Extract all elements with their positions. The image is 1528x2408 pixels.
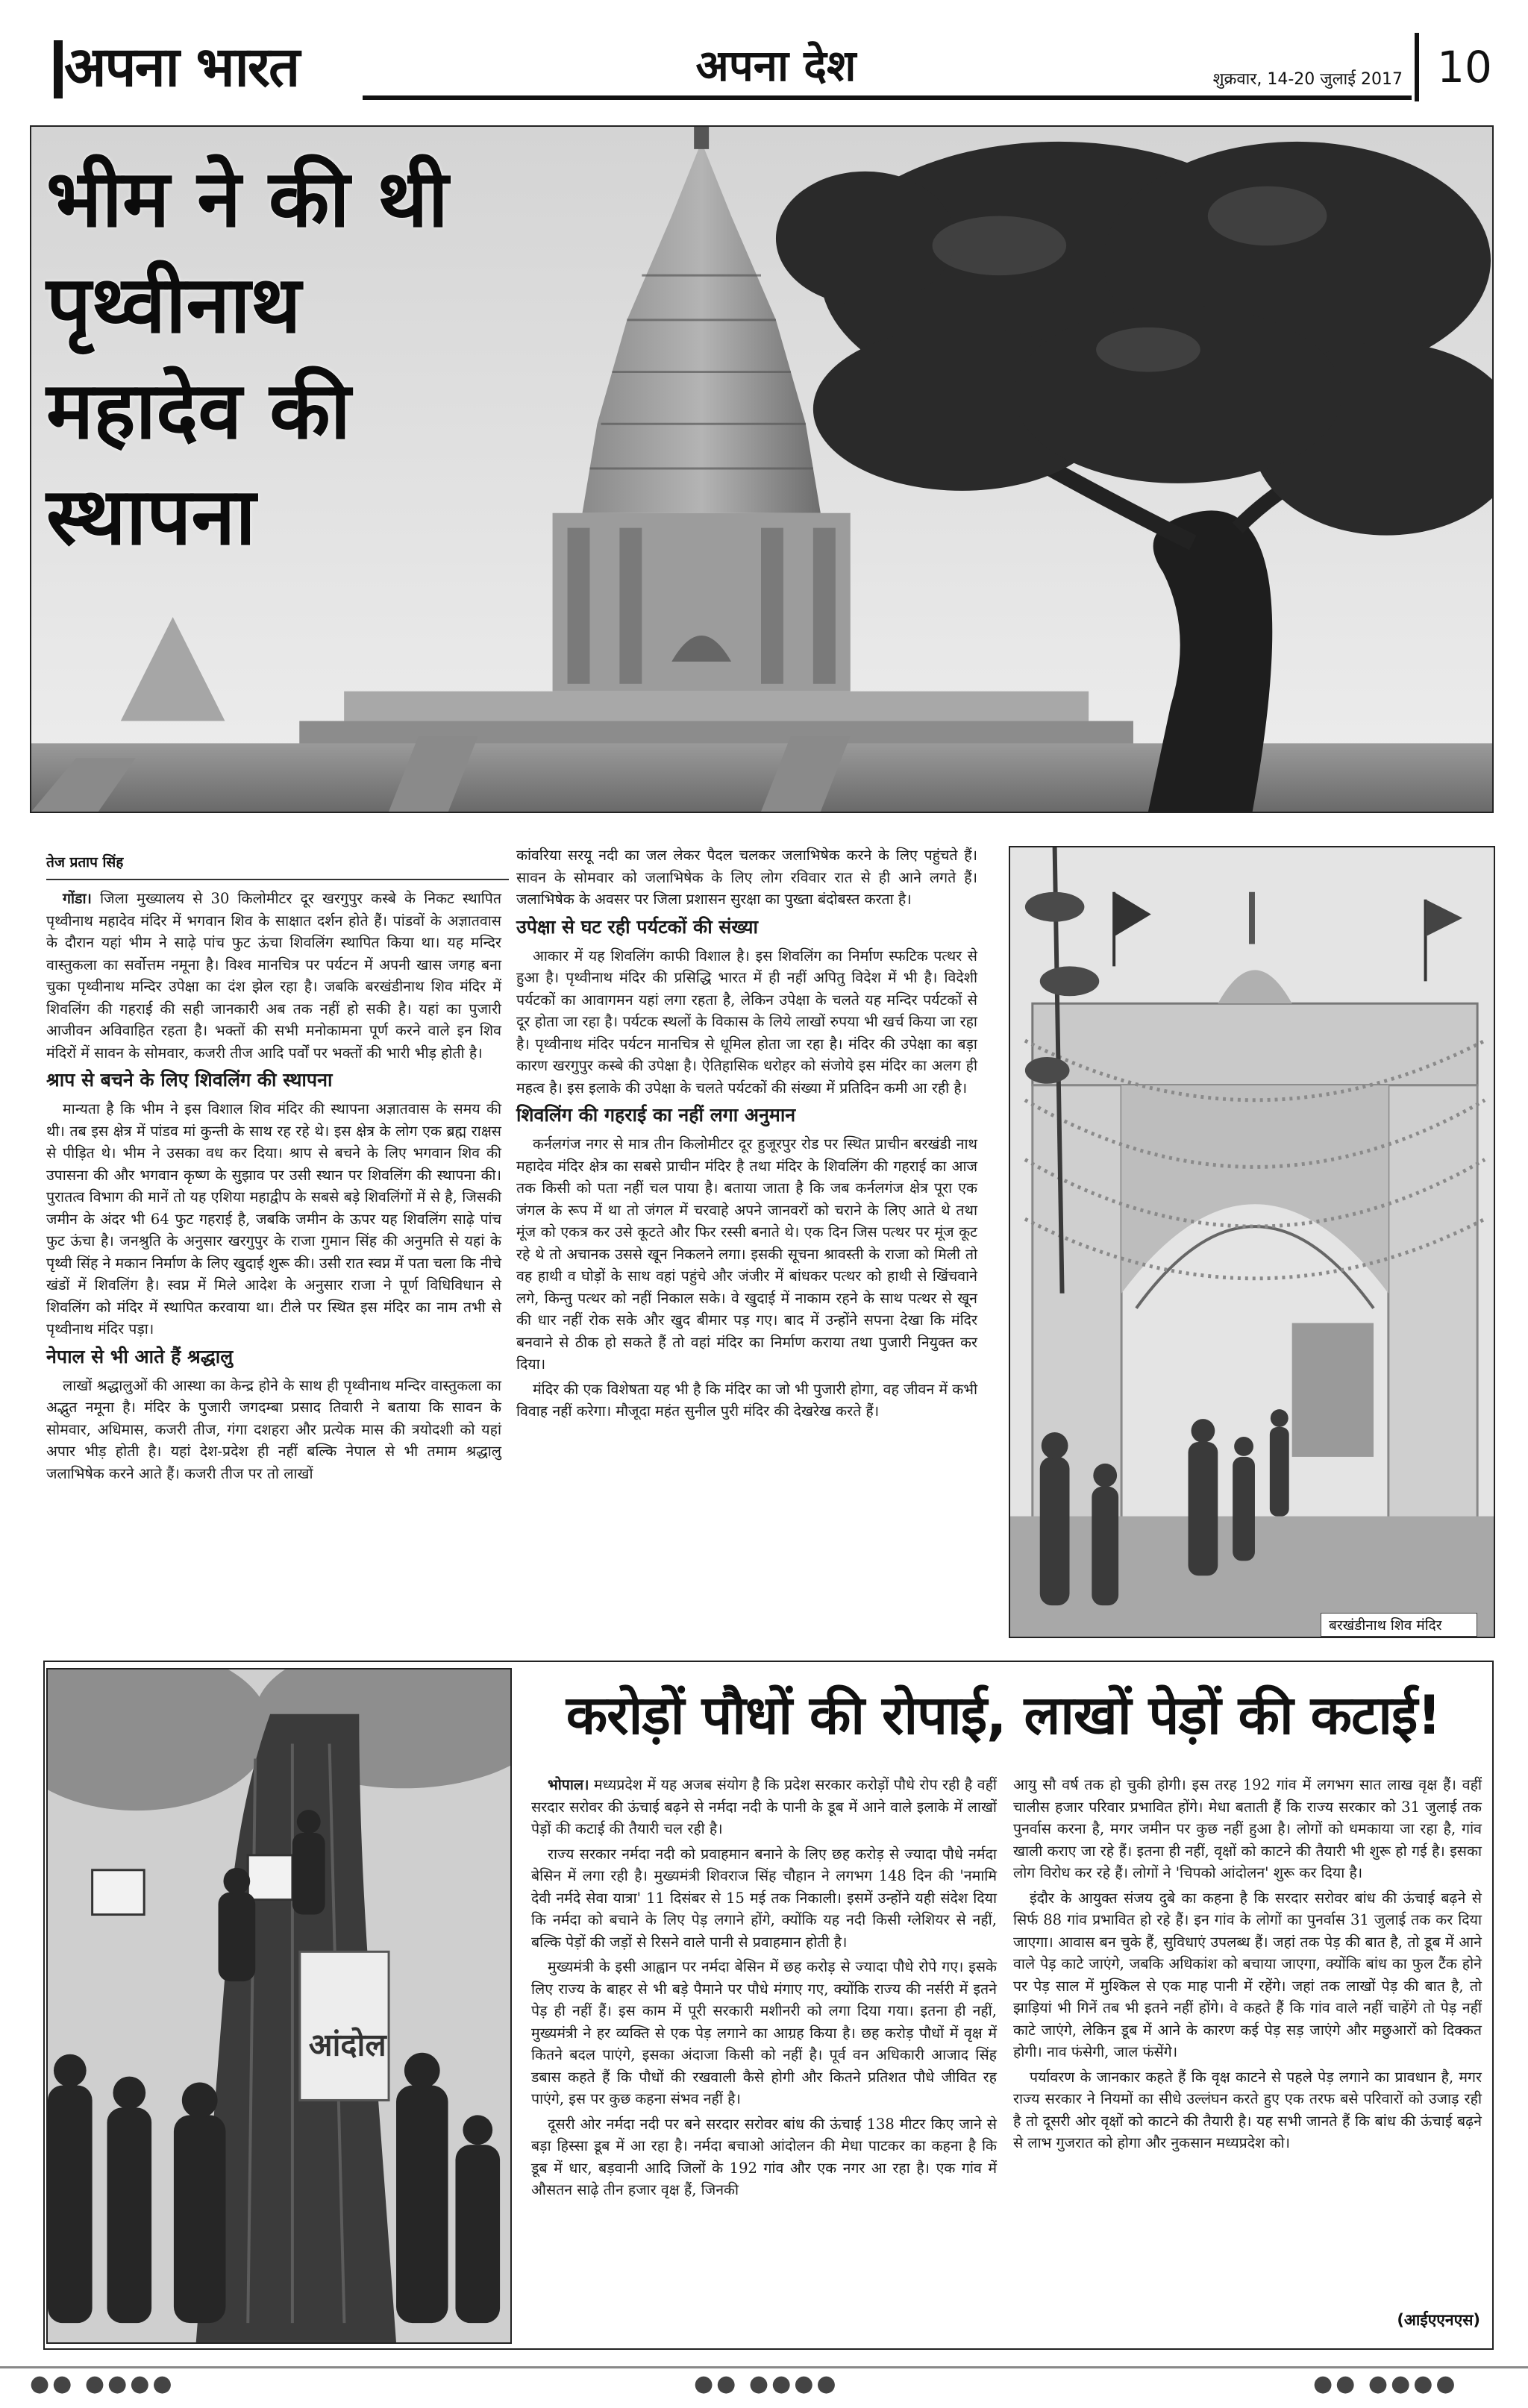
footer-rule [0,2366,1528,2368]
story1-headline-line: महादेव की [46,365,351,457]
story1-column-2 [516,844,977,1650]
story1-subhead-neglect: उपेक्षा से घट रही पर्यटकों की संख्या [516,915,758,938]
story2-paragraph: मुख्यमंत्री के इसी आह्वान पर नर्मदा बेसिन में छह करोड़ से ज्यादा पौधे रोपे गए। इसके लिए राज्य के बाहर से भी बड़े पैमाने पर पौधे मंगाए गए, क्योंकि राज्य की नर्सरी में इतने पेड़ ही नहीं हैं। इस काम में पूरी सरकारी मशीनरी को लगा दिया गया। इतना ही नहीं, मुख्यमंत्री ने हर व्यक्ति से एक पेड़ लगाने का आग्रह किया है। छह करोड़ पौधों में वृक्ष में कितने बदल पाएंगे, इसका अंदाजा किसी को नहीं है। पूर्व वन अधिकारी आजाद सिंह डबास कहते हैं कि पौधों की रखवाली कैसे होगी और कितने प्रतिशत पौधे जीवित रह पाएंगे, इस पर कुछ कहना संभव नहीं है। [531,1958,997,2107]
story1-paragraph [46,888,501,1064]
footer-dots-left: ●● ●●●● [30,2371,175,2397]
story2-paragraph: राज्य सरकार नर्मदा नदी को प्रवाहमान बनाने के लिए छह करोड़ से ज्यादा पौधे नर्मदा बेसिन में लगा रही है। मुख्यमंत्री शिवराज सिंह चौहान ने लगभग 148 दिन की 'नमामि देवी नर्मदे सेवा यात्रा' 11 दिसंबर से 15 मई तक निकाली। इसमें उन्होंने यही संदेश दिया कि नर्मदा को बचाने के लिए पेड़ लगाने होंगे, क्योंकि यह नदी किसी ग्लेशियर से नहीं, बल्कि पेड़ों की जड़ों से रिसने वाले पानी से प्रवाहमान होती है। [531,1845,997,1951]
footer-dots-center: ●● ●●●● [694,2371,839,2397]
story1-paragraph: आकार में यह शिवलिंग काफी विशाल है। इस शिवलिंग का निर्माण स्फटिक पत्थर से हुआ है। पृथ्वीनाथ मंदिर की प्रसिद्धि भारत में ही नहीं अपितु विदेश में भी है। विदेशी पर्यटकों का आवागमन यहां लगा रहता है, लेकिन उपेक्षा के चलते यह मन्दिर पर्यटकों से दूर होता जा रहा है। पर्यटक स्थलों के विकास के लिये लाखों रुपया भी खर्च किया जा रहा है। पृथ्वीनाथ मंदिर पर्यटन मानचित्र से धूमिल होता जा रहा है। मंदिर की उपेक्षा का बड़ा कारण खरगुपुर कस्बे की उपेक्षा है। ऐतिहासिक धरोहर को संजोये इस मंदिर का अलग ही महत्व है। इस इलाके की उपेक्षा के चलते पर्यटकों की संख्या में प्रतिदिन कमी आ रही है। [516,947,977,1097]
story1-headline [46,153,464,690]
masthead-logo [64,30,363,104]
story2-paragraph: पर्यावरण के जानकार कहते हैं कि वृक्ष काटने से पहले पेड़ लगाने का प्रावधान है, मगर राज्य सरकार ने नियमों का सीधे उल्लंघन करते हुए एक तरफ बसे परिवारों को उजाड़ रही है तो दूसरी ओर वृक्षों को काटने की तैयारी है। यह सभी जानते हैं कि बांध की ऊंचाई बढ़ने से लाभ गुजरात को होगा और नुकसान मध्यप्रदेश को। [1013,2068,1482,2151]
story2-column-1 [531,1774,997,2341]
placard-text: आंदोल [308,2026,386,2063]
story2-column-2 [1013,1774,1482,2296]
barkhandinath-gate-photo [1009,846,1495,1638]
agency-credit: (आईएएनएस) [1397,2311,1480,2329]
masthead-logo-text: अपना भारत [64,35,299,99]
page-number-divider [1415,33,1419,101]
issue-date: शुक्रवार, 14-20 जुलाई 2017 [1212,70,1403,89]
gate-photo-illustration [1010,847,1494,1637]
story2-paragraph: दूसरी ओर नर्मदा नदी पर बने सरदार सरोवर बांध की ऊंचाई 138 मीटर किए जाने से बड़ा हिस्सा डूब में आ रहा है। नर्मदा बचाओ आंदोलन की मेधा पाटकर का कहना है कि डूब में धार, बड़वानी आदि जिलों के 192 गांव और एक नगर आ रहा है। एक गांव में औसतन साढ़े तीन हजार वृक्ष हैं, जिनकी [531,2115,997,2198]
story1-subhead-nepal: नेपाल से भी आते हैं श्रद्धालु [46,1345,234,1367]
story1-headline-line: भीम ने की थी [46,153,448,245]
story1-headline-line: पृथ्वीनाथ [46,259,301,351]
story2-headline: करोड़ों पौधों की रोपाई, लाखों पेड़ों की कटाई! [566,1684,1441,1746]
story2-paragraph [531,1774,997,1840]
protest-tree-photo [46,1668,512,2344]
page-number: 10 [1437,42,1492,93]
story1-subhead-depth: शिवलिंग की गहराई का नहीं लगा अनुमान [516,1104,796,1126]
footer-dots-right: ●● ●●●● [1313,2371,1459,2397]
story1-paragraph: कांवरिया सरयू नदी का जल लेकर पैदल चलकर जलाभिषेक करने के लिए पहुंचते हैं। सावन के सोमवार को जलाभिषेक के लिए लोग रविवार रात से ही आने लगते हैं। जलाभिषेक के अवसर पर जिला प्रशासन सुरक्षा का पुख्ता बंदोबस्त करता है। [516,847,977,908]
story1-column-1 [46,888,501,1649]
story1-byline: तेज प्रताप सिंह [46,854,124,871]
story1-paragraph: मान्यता है कि भीम ने इस विशाल शिव मंदिर की स्थापना अज्ञातवास के समय की थी। तब इस क्षेत्र में पांडव मां कुन्ती के साथ रह रहे थे। इस क्षेत्र के लोग एक ब्रह्म राक्षस से पीड़ित थे। भीम ने उसका वध कर दिया। श्राप से बचने के लिए भगवान शिव की उपासना की और भगवान कृष्ण के सुझाव पर उसी स्थान पर शिवलिंग की स्थापना की। पुरातत्व विभाग की मानें तो यह एशिया महाद्वीप के सबसे बड़े शिवलिंगों में से है, जिसकी जमीन के अंदर भी 64 फुट गहराई है, जबकि जमीन के ऊपर यह शिवलिंग साढ़े पांच फुट ऊंचा है। जनश्रुति के अनुसार खरगुपुर के राजा गुमान सिंह की अनुमति से यहां के पृथ्वी सिंह ने मकान निर्माण के लिए खुदाई शुरू की। उसी रात स्वप्न में पता चला कि नीचे खंडों में शिवलिंग है। स्वप्न में मिले आदेश के अनुसार राजा ने पूर्ण विधिविधान से शिवलिंग को मंदिर में स्थापित करवाया था। टीले पर स्थित इस मंदिर का नाम तभी से पृथ्वीनाथ मंदिर पड़ा। [46,1100,501,1338]
story1-dateline: गोंडा। [63,890,92,907]
protest-photo-illustration [48,1669,510,2342]
story1-subhead-curse: श्राप से बचने के लिए शिवलिंग की स्थापना [46,1069,333,1091]
photo-caption: बरखंडीनाथ शिव मंदिर [1321,1613,1477,1637]
story1-headline-line: स्थापना [46,471,256,562]
story1-paragraph: लाखों श्रद्धालुओं की आस्था का केन्द्र होने के साथ ही पृथ्वीनाथ मन्दिर वास्तुकला का अद्भुत नमूना है। मंदिर के पुजारी जगदम्बा प्रसाद तिवारी ने बताया कि सावन के सोमवार, अधिमास, कजरी तीज, गंगा दशहरा और प्रत्येक मास की त्रयोदशी को यहां अपार भीड़ होती है। यहां देश-प्रदेश ही नहीं बल्कि नेपाल से भी तमाम श्रद्धालु जलाभिषेक करने आते हैं। कजरी तीज पर तो लाखों [46,1376,501,1482]
story2-dateline: भोपाल। [548,1776,589,1793]
story1-paragraph: कर्नलगंज नगर से मात्र तीन किलोमीटर दूर हुजूरपुर रोड पर स्थित प्राचीन बरखंडी नाथ महादेव मंदिर क्षेत्र का सबसे प्राचीन मंदिर है तथा मंदिर के शिवलिंग की गहराई का आज तक किसी को पता नहीं चल पाया है। बताया जाता है कि जब कर्नलगंज क्षेत्र पूरा एक जंगल के रूप में था तो जंगल में चरवाहे अपने जानवरों को चराने के लिए आते थे तथा मूंज को एकत्र कर उसे कूटते और फिर रस्सी बनाते थे। एक दिन जिस पत्थर पर मूंज कूट रहे थे तो अचानक उससे खून निकलने लगा। इसकी सूचना श्रावस्ती के राजा को मिली तो वह हाथी व घोड़ों के साथ वहां पहुंचे और जंजीर में बांधकर पत्थर को हाथी से खिंचवाने लगे, किन्तु पत्थर को नहीं निकाल सके। वे खुदाई में नाकाम रहने के साथ पत्थर से खून की धार नहीं रोक सके और खुद बीमार पड़ गए। बाद में उन्होंने सपना देखा कि मंदिर बनवाने से ठीक हो सकते हैं तो वहां मंदिर का निर्माण कराया तथा पुजारी नियुक्त कर दिया। [516,1135,977,1373]
story2-paragraph-text: मध्यप्रदेश में यह अजब संयोग है कि प्रदेश सरकार करोड़ों पौधे रोप रही है वहीं सरदार सरोवर की ऊंचाई बढ़ने से नर्मदा नदी के पानी के डूब में आने वाले इलाके में लाखों पेड़ों की कटाई की तैयारी चल रही है। [531,1776,997,1837]
story2-paragraph: इंदौर के आयुक्त संजय दुबे का कहना है कि सरदार सरोवर बांध की ऊंचाई बढ़ने से सिर्फ 88 गांव प्रभावित हो रहे हैं। इन गांव के लोगों का पुनर्वास 31 जुलाई तक कर दिया जाएगा। आवास बन चुके हैं, सुविधाएं उपलब्ध हैं। जहां तक पेड़ की बात है, तो डूब में आने वाले पेड़ काटे जाएंगे, जबकि अधिकांश को बचाया जाएगा, क्योंकि बांध का फुल टैंक होने पर पेड़ साल में मुश्किल से एक माह पानी में रहेंगे। जहां तक लाखों पेड़ की बात है, तो झाड़ियां भी गिनें तब भी इतने नहीं होंगे। वे कहते हैं कि गांव वाले नहीं चाहेंगे तो पेड़ नहीं काटे जाएंगे, लेकिन डूब में आने के कारण कई पेड़ सड़ जाएंगे और मछुआरों को दिक्कत होगी। नाव फंसेगी, जाल फंसेंगे। [1013,1889,1482,2060]
story2-paragraph: आयु सौ वर्ष तक हो चुकी होगी। इस तरह 192 गांव में लगभग सात लाख वृक्ष हैं। वहीं चालीस हजार परिवार प्रभावित होंगे। मेधा बताती हैं कि राज्य सरकार को 31 जुलाई तक पुनर्वास करना है, मगर जमीन पर कुछ नहीं हुआ है। लोगों को धमकाया जा रहा है, गांव खाली कराए जा रहे हैं। इतना ही नहीं, वृक्षों को काटने की तैयारी भी शुरू हो गई है। इसका लोग विरोध कर रहे हैं। लोगों ने 'चिपको आंदोलन' शुरू कर दिया है। [1013,1776,1482,1881]
story1-paragraph: मंदिर की एक विशेषता यह भी है कि मंदिर का जो भी पुजारी होगा, वह जीवन में कभी विवाह नहीं करेगा। मौजूदा महंत सुनील पुरी मंदिर की देखरेख करते हैं। [516,1380,977,1420]
section-name: अपना देश [695,40,857,91]
story1-paragraph-text: जिला मुख्यालय से 30 किलोमीटर दूर खरगुपुर कस्बे के निकट स्थापित पृथ्वीनाथ महादेव मंदिर में भगवान शिव के साक्षात दर्शन होते हैं। पांडवों के अज्ञातवास के दौरान यहां भीम ने साढ़े पांच फुट ऊंचा शिवलिंग स्थापित किया था। यह मन्दिर वास्तुकला का सर्वोत्तम नमूना है। विश्व मानचित्र पर पर्यटन में अपनी खास जगह बना चुका पृथ्वीनाथ मन्दिर उपेक्षा का दंश झेल रहा है। जबकि बरखंडीनाथ शिव मंदिर में शिवलिंग की गहराई की सही जानकारी अब तक नहीं हो सकी है। यहां का पुजारी आजीवन अविवाहित रहता है। भक्तों की सभी मनोकामना पूर्ण करने वाले इन शिव मंदिरों में सावन के सोमवार, कजरी तीज आदि पर्वों पर भक्तों की भारी भीड़ होती है। [46,890,501,1062]
byline-rule [46,879,509,880]
masthead-rule [363,95,1412,100]
